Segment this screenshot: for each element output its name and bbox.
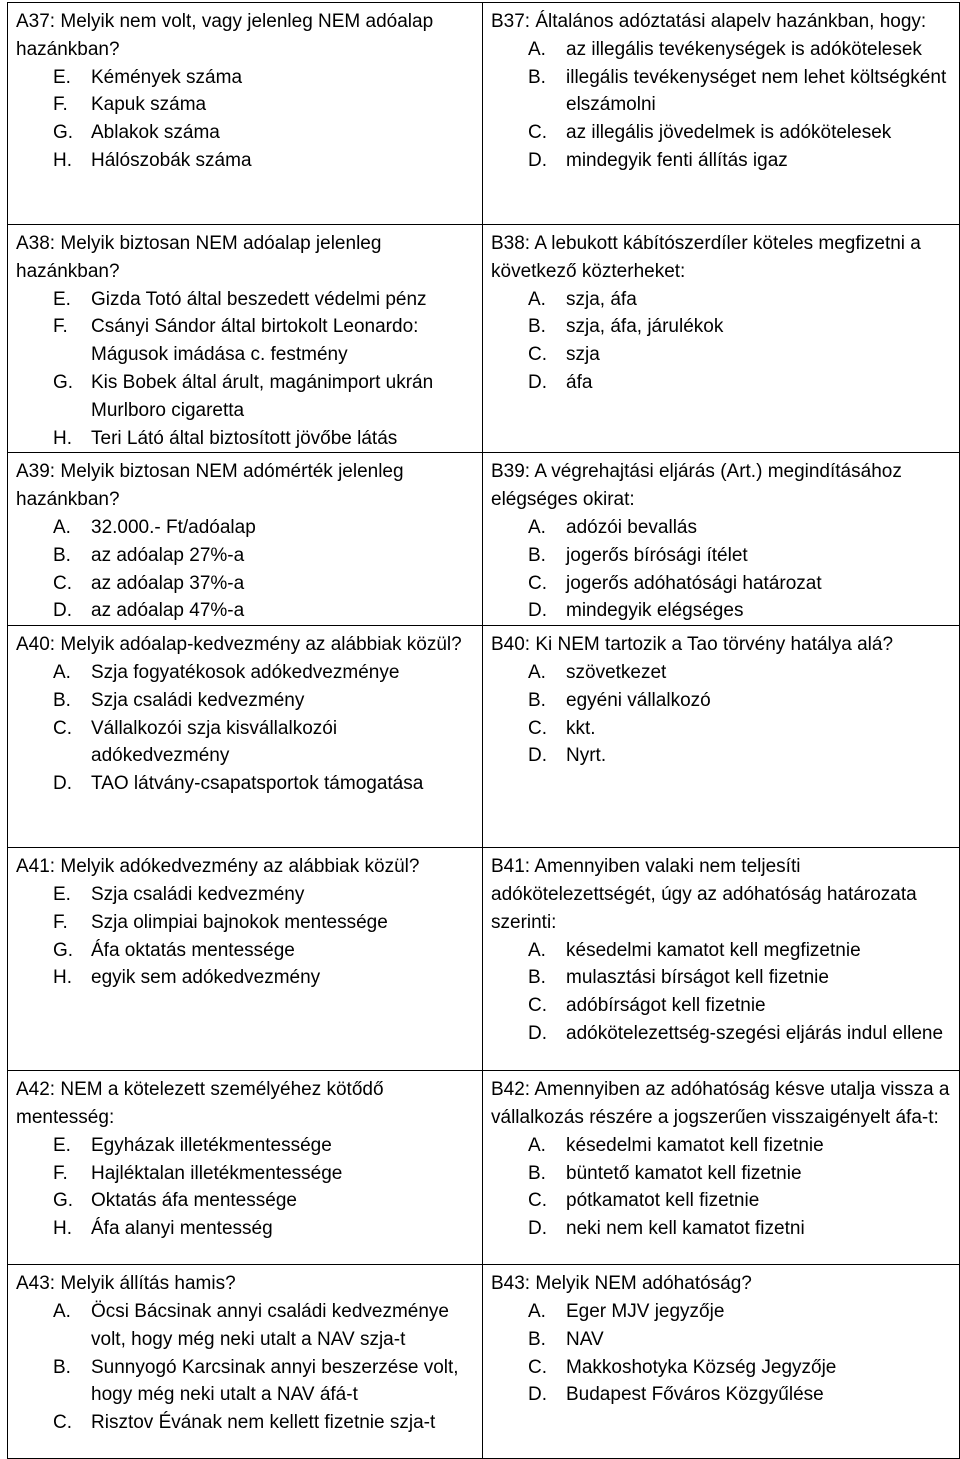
answer-option: [16, 64, 475, 92]
option-text: adózói bevallás: [566, 516, 697, 538]
answer-option: [16, 770, 475, 798]
option-text: egyik sem adókedvezmény: [91, 967, 321, 989]
question-cell-b: [483, 1071, 960, 1265]
answer-options: [16, 64, 475, 175]
option-text: az illegális tevékenységek is adókötelesek: [566, 38, 922, 60]
option-text: szja: [566, 344, 600, 366]
question-text: B37: Általános adóztatási alapelv hazánkban, hogy:: [491, 11, 927, 32]
option-text: mulasztási bírságot kell fizetnie: [566, 967, 829, 989]
option-text: Nyrt.: [566, 745, 607, 767]
option-text: Kis Bobek által árult, magánimport ukrán Murlboro cigaretta: [91, 371, 434, 421]
question-cell-a: [8, 453, 483, 626]
question-text: B38: A lebukott kábítószerdíler köteles megfizetni a következő közterheket:: [491, 233, 921, 282]
answer-option: [16, 597, 475, 625]
option-letter: B.: [528, 316, 546, 338]
answer-option: [16, 1298, 475, 1354]
answer-options: [16, 286, 475, 453]
option-text: Ablakok száma: [91, 122, 220, 144]
question-text: B42: Amennyiben az adóhatóság késve utalja vissza a vállalkozás részére a jogszerűen visszaigényelt áfa-t:: [491, 1079, 950, 1128]
answer-options: [491, 514, 952, 625]
option-letter: B.: [528, 967, 546, 989]
option-letter: B.: [53, 1356, 71, 1378]
option-text: NAV: [566, 1328, 604, 1350]
question-cell-a: [8, 848, 483, 1071]
option-letter: C.: [528, 1356, 547, 1378]
question-text: B41: Amennyiben valaki nem teljesíti adókötelezettségét, úgy az adóhatóság határozata szerinti:: [491, 856, 917, 933]
option-letter: C.: [53, 717, 72, 739]
answer-option: [491, 542, 952, 570]
answer-option: [491, 1160, 952, 1188]
option-text: Szja fogyatékosok adókedvezménye: [91, 661, 400, 683]
option-text: késedelmi kamatot kell fizetnie: [566, 1134, 824, 1156]
answer-option: [491, 742, 952, 770]
option-letter: A.: [528, 1134, 546, 1156]
option-text: Szja családi kedvezmény: [91, 883, 305, 905]
option-letter: C.: [53, 1412, 72, 1434]
question-cell-a: [8, 626, 483, 848]
option-text: TAO látvány-csapatsportok támogatása: [91, 773, 424, 795]
option-text: Budapest Főváros Közgyűlése: [566, 1384, 824, 1406]
answer-option: [16, 1187, 475, 1215]
option-text: az adóalap 47%-a: [91, 600, 245, 622]
answer-option: [16, 91, 475, 119]
option-letter: E.: [53, 1134, 71, 1156]
option-letter: H.: [53, 967, 72, 989]
option-text: Kapuk száma: [91, 94, 207, 116]
option-letter: A.: [528, 1300, 546, 1322]
option-text: 32.000.- Ft/adóalap: [91, 516, 256, 538]
answer-option: [491, 1354, 952, 1382]
option-text: adókötelezettség-szegési eljárás indul ellene: [566, 1022, 944, 1044]
option-letter: F.: [53, 94, 68, 116]
option-letter: A.: [53, 1300, 71, 1322]
option-text: illegális tevékenységet nem lehet költségként elszámolni: [566, 66, 947, 116]
answer-option: [16, 909, 475, 937]
answer-option: [16, 514, 475, 542]
answer-option: [491, 313, 952, 341]
answer-option: [491, 1132, 952, 1160]
answer-options: [16, 881, 475, 992]
answer-option: [16, 964, 475, 992]
option-letter: D.: [528, 149, 547, 171]
option-text: Sunnyogó Karcsinak annyi beszerzése volt, hogy még neki utalt a NAV áfá-t: [91, 1356, 459, 1406]
option-text: Kémények száma: [91, 66, 243, 88]
option-text: szja, áfa: [566, 288, 637, 310]
answer-option: [16, 147, 475, 175]
option-letter: D.: [528, 1384, 547, 1406]
question-text: A40: Melyik adóalap-kedvezmény az alábbiak közül?: [16, 634, 462, 656]
question-cell-a: [8, 3, 483, 225]
option-letter: A.: [53, 661, 71, 683]
answer-option: [491, 570, 952, 598]
option-letter: C.: [528, 995, 547, 1017]
option-letter: A.: [528, 661, 546, 683]
option-text: Öcsi Bácsinak annyi családi kedvezménye volt, hogy még neki utalt a NAV szja-t: [91, 1300, 450, 1350]
answer-option: [491, 1381, 952, 1409]
option-text: büntető kamatot kell fizetnie: [566, 1162, 802, 1184]
answer-option: [491, 514, 952, 542]
option-text: Szja olimpiai bajnokok mentessége: [91, 911, 388, 933]
option-text: jogerős adóhatósági határozat: [566, 572, 822, 594]
answer-option: [16, 715, 475, 771]
question-text: A43: Melyik állítás hamis?: [16, 1273, 236, 1295]
answer-option: [16, 119, 475, 147]
answer-options: [491, 1298, 952, 1409]
answer-option: [491, 147, 952, 175]
option-text: Makkoshotyka Község Jegyzője: [566, 1356, 837, 1378]
answer-option: [491, 992, 952, 1020]
question-text: A38: Melyik biztosan NEM adóalap jelenleg hazánkban?: [16, 233, 382, 282]
answer-option: [491, 964, 952, 992]
option-letter: H.: [53, 427, 72, 449]
option-letter: D.: [53, 773, 72, 795]
question-cell-b: [483, 453, 960, 626]
option-letter: B.: [528, 1162, 546, 1184]
option-letter: D.: [53, 600, 72, 622]
answer-option: [491, 659, 952, 687]
option-text: szja, áfa, járulékok: [566, 316, 724, 338]
option-text: egyéni vállalkozó: [566, 689, 711, 711]
answer-options: [491, 1132, 952, 1243]
answer-options: [491, 659, 952, 770]
option-letter: F.: [53, 1162, 68, 1184]
answer-option: [491, 1326, 952, 1354]
answer-options: [16, 1132, 475, 1243]
question-cell-a: [8, 1071, 483, 1265]
answer-option: [16, 313, 475, 369]
answer-option: [491, 36, 952, 64]
answer-option: [16, 687, 475, 715]
answer-option: [491, 597, 952, 625]
option-letter: D.: [528, 600, 547, 622]
answer-option: [16, 659, 475, 687]
option-letter: A.: [528, 38, 546, 60]
option-letter: B.: [528, 66, 546, 88]
question-table: [7, 2, 960, 1459]
answer-options: [16, 514, 475, 625]
option-letter: B.: [528, 1328, 546, 1350]
answer-options: [16, 1298, 475, 1437]
question-text: B40: Ki NEM tartozik a Tao törvény hatálya alá?: [491, 634, 894, 656]
question-cell-a: [8, 225, 483, 453]
question-row: [8, 1071, 960, 1265]
question-text: A41: Melyik adókedvezmény az alábbiak közül?: [16, 856, 420, 878]
answer-option: [16, 1132, 475, 1160]
answer-option: [491, 1020, 952, 1048]
answer-option: [16, 286, 475, 314]
answer-option: [16, 570, 475, 598]
question-cell-b: [483, 848, 960, 1071]
answer-options: [491, 286, 952, 397]
question-text: A39: Melyik biztosan NEM adómérték jelenleg hazánkban?: [16, 461, 404, 511]
answer-option: [491, 64, 952, 120]
answer-option: [491, 119, 952, 147]
option-text: Áfa alanyi mentesség: [91, 1218, 273, 1240]
option-text: Csányi Sándor által birtokolt Leonardo: Mágusok imádása c. festmény: [91, 316, 419, 366]
question-text: B39: A végrehajtási eljárás (Art.) megindításához elégséges okirat:: [491, 461, 902, 511]
option-letter: C.: [528, 572, 547, 594]
option-letter: D.: [528, 1218, 547, 1240]
option-letter: A.: [528, 939, 546, 961]
answer-options: [16, 659, 475, 798]
answer-option: [491, 1215, 952, 1243]
answer-option: [16, 1215, 475, 1243]
question-text: A42: NEM a kötelezett személyéhez kötődő mentesség:: [16, 1079, 384, 1128]
question-row: [8, 1265, 960, 1459]
option-text: Egyházak illetékmentessége: [91, 1134, 332, 1156]
option-letter: B.: [528, 689, 546, 711]
option-letter: G.: [53, 939, 74, 961]
option-letter: A.: [528, 516, 546, 538]
option-letter: A.: [528, 288, 546, 310]
question-text: A37: Melyik nem volt, vagy jelenleg NEM adóalap hazánkban?: [16, 11, 434, 60]
option-letter: H.: [53, 1218, 72, 1240]
option-letter: A.: [53, 516, 71, 538]
option-text: szövetkezet: [566, 661, 667, 683]
option-letter: D.: [528, 371, 547, 393]
question-cell-b: [483, 3, 960, 225]
answer-option: [491, 687, 952, 715]
answer-option: [491, 341, 952, 369]
option-letter: C.: [528, 122, 547, 144]
option-text: Hajléktalan illetékmentessége: [91, 1162, 343, 1184]
option-text: Teri Látó által biztosított jövőbe látás: [91, 427, 398, 449]
option-text: Oktatás áfa mentessége: [91, 1190, 297, 1212]
question-cell-a: [8, 1265, 483, 1459]
option-text: adóbírságot kell fizetnie: [566, 995, 766, 1017]
option-letter: B.: [528, 544, 546, 566]
answer-option: [16, 369, 475, 425]
option-letter: D.: [528, 1022, 547, 1044]
answer-options: [491, 36, 952, 175]
option-letter: C.: [528, 717, 547, 739]
answer-option: [491, 286, 952, 314]
option-letter: G.: [53, 1190, 74, 1212]
option-letter: G.: [53, 371, 74, 393]
option-text: Szja családi kedvezmény: [91, 689, 305, 711]
answer-option: [16, 937, 475, 965]
option-text: áfa: [566, 371, 593, 393]
option-letter: E.: [53, 66, 71, 88]
option-text: késedelmi kamatot kell megfizetnie: [566, 939, 861, 961]
answer-option: [491, 369, 952, 397]
option-text: Vállalkozói szja kisvállalkozói adókedvezmény: [91, 717, 338, 767]
option-letter: H.: [53, 149, 72, 171]
option-letter: C.: [53, 572, 72, 594]
option-letter: E.: [53, 288, 71, 310]
question-row: [8, 3, 960, 225]
option-letter: F.: [53, 316, 68, 338]
question-cell-b: [483, 1265, 960, 1459]
answer-option: [491, 937, 952, 965]
option-text: az adóalap 37%-a: [91, 572, 245, 594]
option-text: pótkamatot kell fizetnie: [566, 1190, 760, 1212]
option-text: Gizda Totó által beszedett védelmi pénz: [91, 288, 427, 310]
question-text: B43: Melyik NEM adóhatóság?: [491, 1273, 752, 1295]
option-letter: F.: [53, 911, 68, 933]
option-letter: D.: [528, 745, 547, 767]
option-text: Eger MJV jegyzője: [566, 1300, 725, 1322]
answer-option: [491, 1298, 952, 1326]
answer-option: [16, 881, 475, 909]
question-row: [8, 848, 960, 1071]
option-letter: E.: [53, 883, 71, 905]
question-cell-b: [483, 225, 960, 453]
answer-option: [491, 1187, 952, 1215]
answer-options: [491, 937, 952, 1048]
question-cell-b: [483, 626, 960, 848]
answer-option: [16, 1354, 475, 1410]
option-text: kkt.: [566, 717, 596, 739]
answer-option: [16, 1160, 475, 1188]
option-text: Risztov Évának nem kellett fizetnie szja-t: [91, 1412, 436, 1434]
answer-option: [16, 1409, 475, 1437]
answer-option: [16, 425, 475, 453]
option-text: jogerős bírósági ítélet: [566, 544, 748, 566]
option-text: mindegyik elégséges: [566, 600, 744, 622]
option-letter: C.: [528, 1190, 547, 1212]
option-text: az adóalap 27%-a: [91, 544, 245, 566]
answer-option: [16, 542, 475, 570]
question-row: [8, 453, 960, 626]
option-letter: G.: [53, 122, 74, 144]
option-text: az illegális jövedelmek is adókötelesek: [566, 122, 892, 144]
option-text: Hálószobák száma: [91, 149, 252, 171]
option-letter: C.: [528, 344, 547, 366]
option-letter: B.: [53, 544, 71, 566]
option-text: mindegyik fenti állítás igaz: [566, 149, 788, 171]
answer-option: [491, 715, 952, 743]
option-letter: B.: [53, 689, 71, 711]
question-row: [8, 225, 960, 453]
option-text: neki nem kell kamatot fizetni: [566, 1218, 805, 1240]
option-text: Áfa oktatás mentessége: [91, 939, 295, 961]
question-row: [8, 626, 960, 848]
